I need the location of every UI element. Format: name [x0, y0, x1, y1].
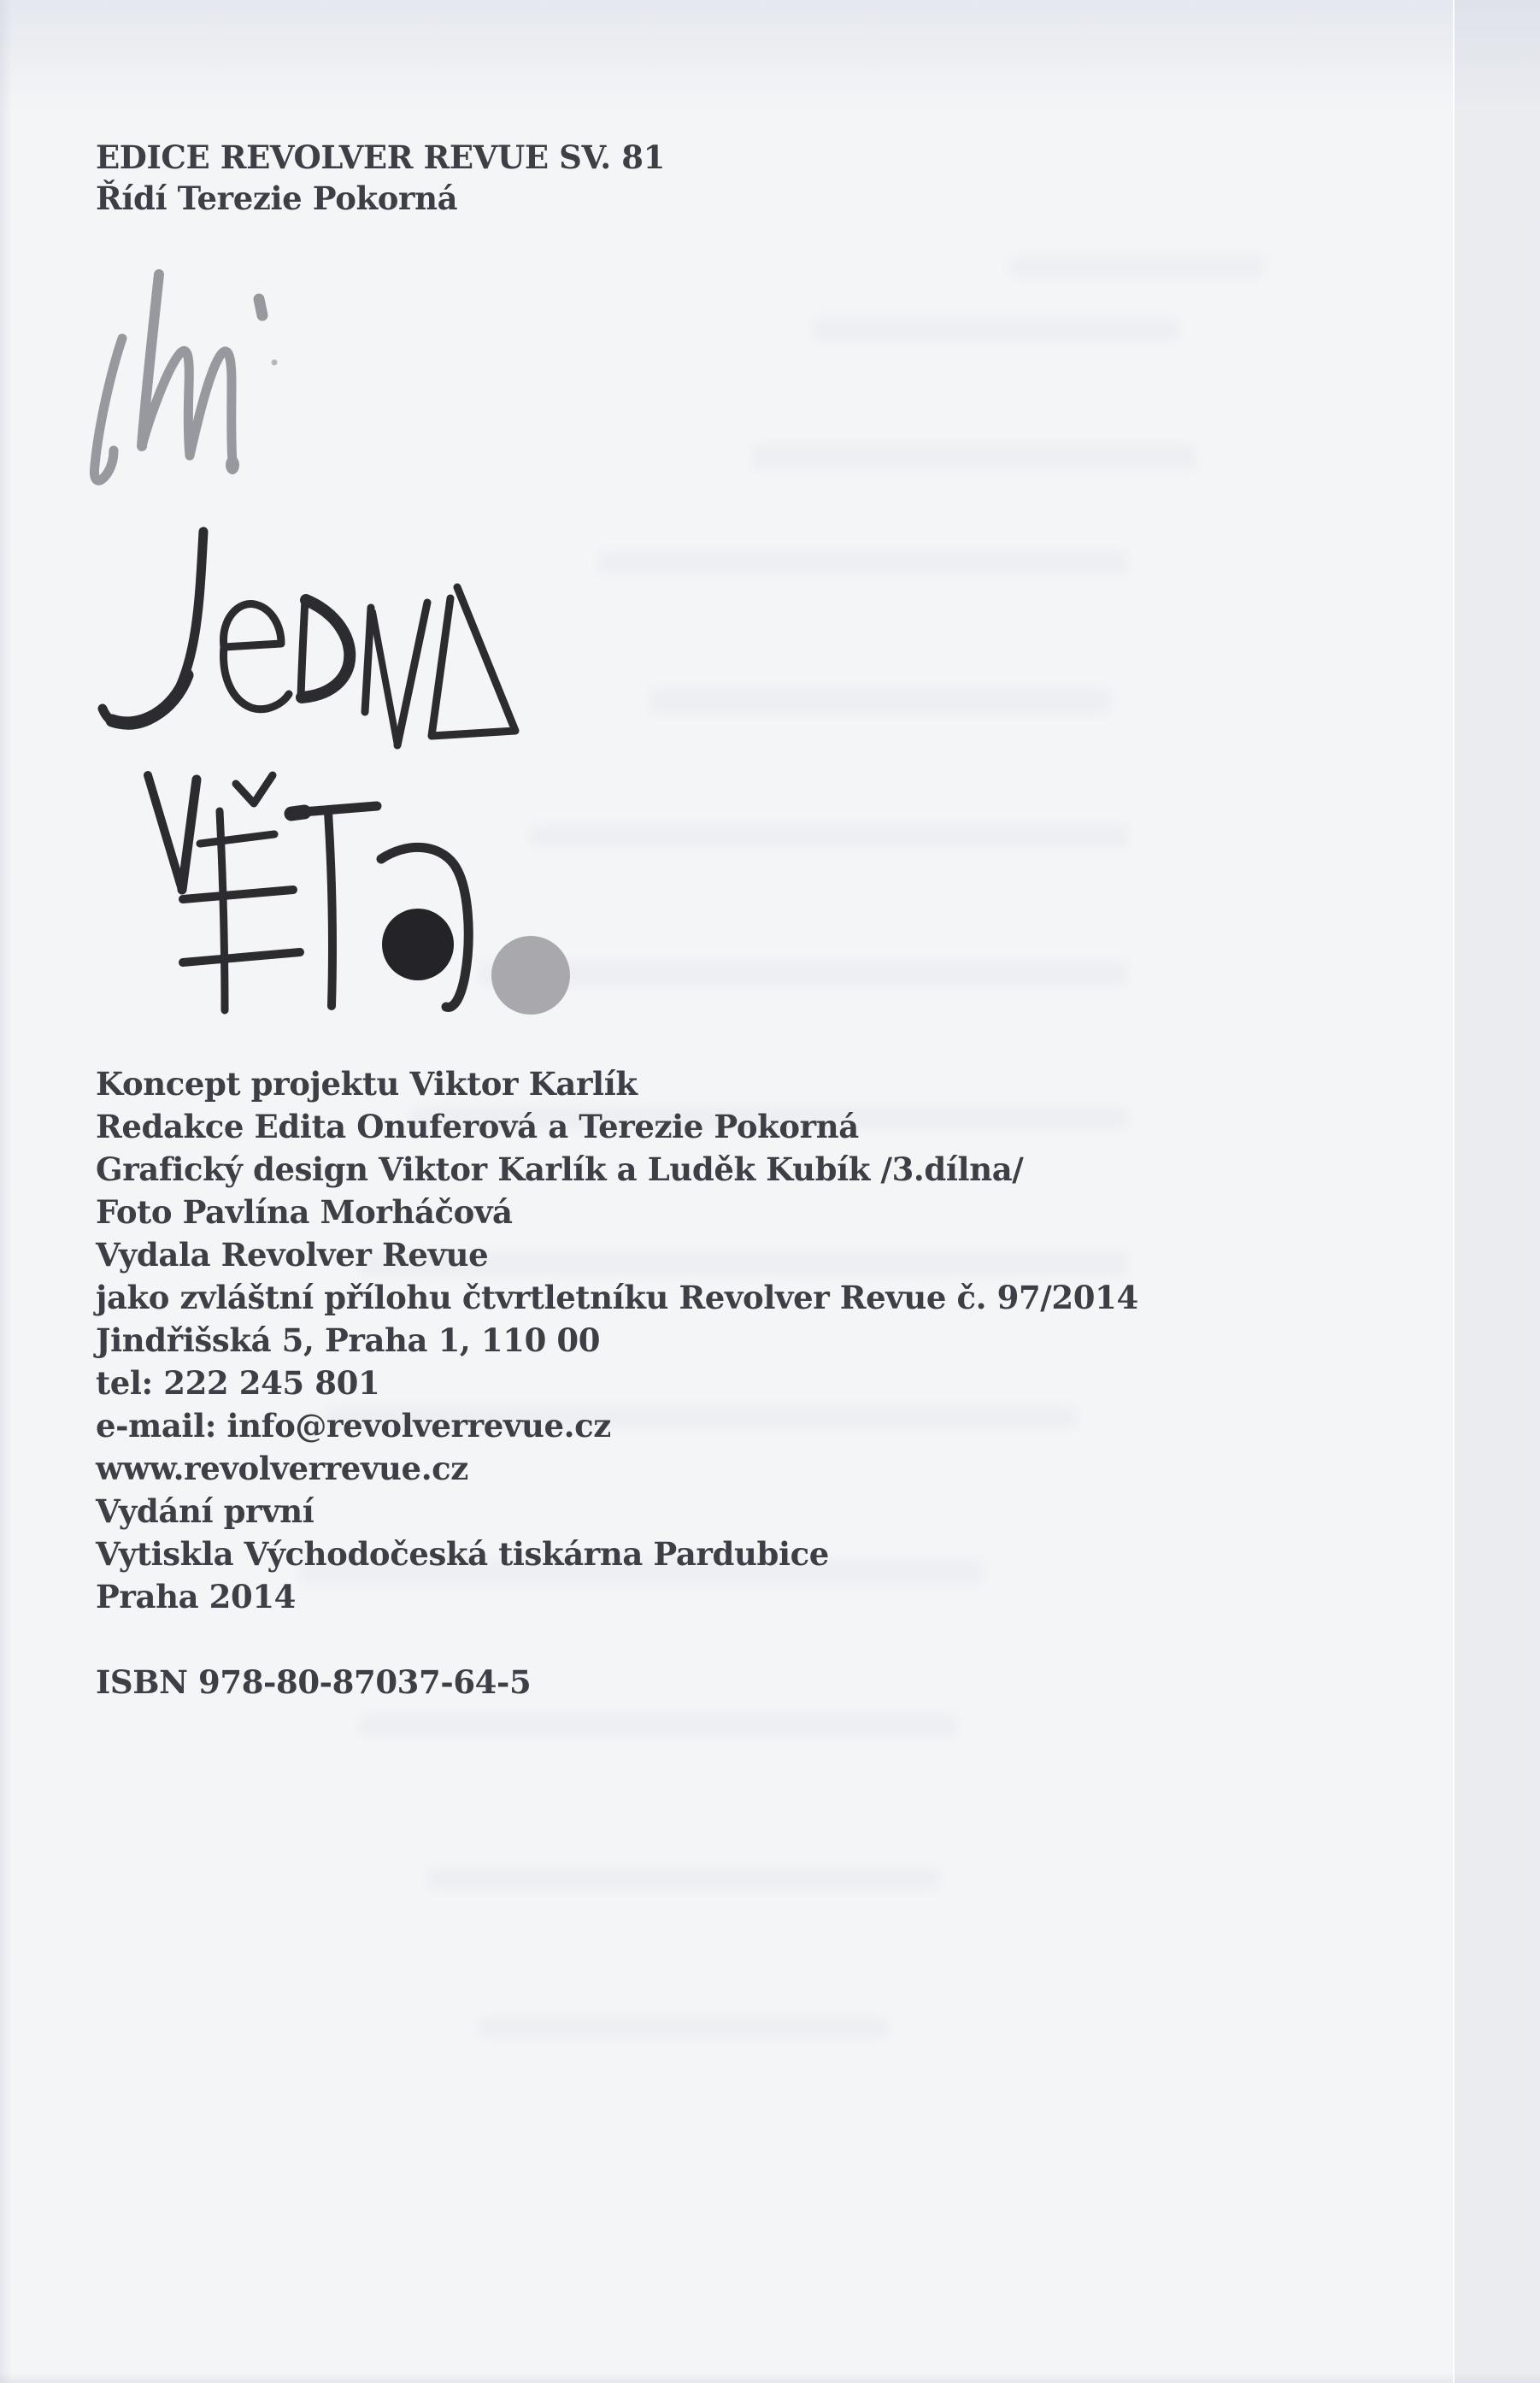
colophon-line: Redakce Edita Onuferová a Terezie Pokorná: [96, 1108, 859, 1145]
colophon-line: jako zvláštní přílohu čtvrtletníku Revolver Revue č. 97/2014: [96, 1279, 1138, 1316]
isbn: ISBN 978-80-87037-64-5: [96, 1663, 532, 1701]
wordmark-line1-jedna: [103, 532, 515, 745]
colophon-line: Koncept projektu Viktor Karlík: [96, 1065, 638, 1103]
header-block: [96, 137, 665, 219]
colophon-line: www.revolverrevue.cz: [96, 1450, 468, 1487]
logo-black-dot: [382, 909, 454, 980]
colophon-line: tel: 222 245 801: [96, 1364, 380, 1402]
colophon-line: Vydání první: [96, 1492, 314, 1530]
jedna-veta-logo: [77, 248, 624, 1034]
colophon-line: Vydala Revolver Revue: [96, 1236, 489, 1274]
scan-right-edge-strip: [1455, 0, 1540, 2383]
colophon-line: Praha 2014: [96, 1578, 297, 1615]
handwritten-mark: [94, 274, 277, 480]
scan-left-edge-shading: [0, 0, 12, 2383]
scan-top-shading: [0, 0, 1540, 111]
wordmark-line2-veta: [148, 775, 570, 1015]
colophon-line: e-mail: info@revolverrevue.cz: [96, 1407, 611, 1445]
scan-bottom-edge-shading: [0, 2373, 1540, 2383]
colophon-block: [96, 1062, 1138, 1703]
logo-gray-dot: [491, 936, 570, 1015]
colophon-line: Grafický design Viktor Karlík a Luděk Kubík /3.dílna/: [96, 1150, 1024, 1188]
colophon-line: Vytiskla Východočeská tiskárna Pardubice: [96, 1535, 829, 1573]
series-editor: Řídí Terezie Pokorná: [96, 179, 458, 217]
series-title: EDICE REVOLVER REVUE SV. 81: [96, 138, 665, 176]
colophon-line: Jindřišská 5, Praha 1, 110 00: [96, 1321, 601, 1359]
colophon-line: Foto Pavlína Morháčová: [96, 1193, 513, 1231]
